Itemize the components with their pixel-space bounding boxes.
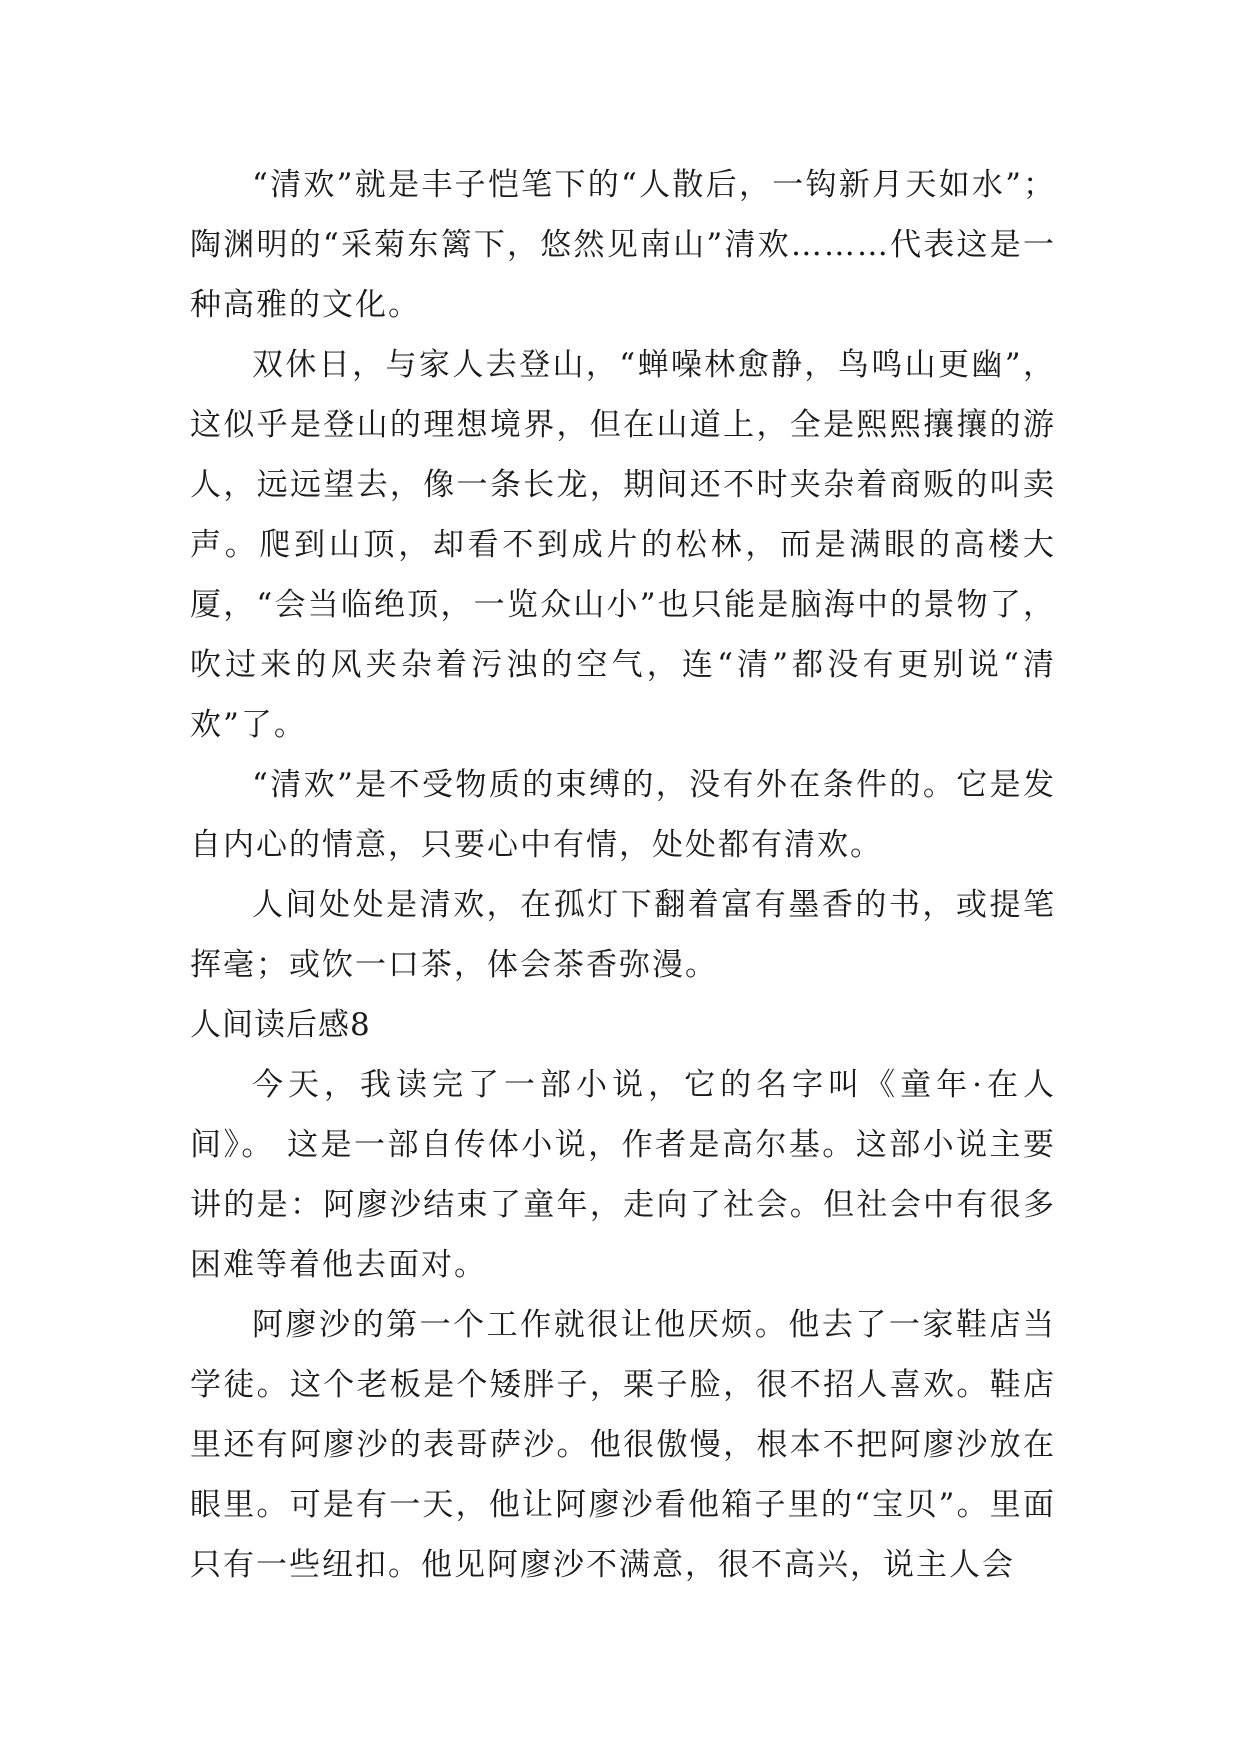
paragraph-qinghuan-everywhere: 人间处处是清欢，在孤灯下翻着富有墨香的书，或提笔挥毫；或饮一口茶，体会茶香弥漫。 <box>190 887 1056 983</box>
paragraph-first-job: 阿廖沙的第一个工作就很让他厌烦。他去了一家鞋店当学徒。这个老板是个矮胖子，栗子脸，很不招人喜欢。鞋店里还有阿廖沙的表哥萨沙。他很傲慢，根本不把阿廖沙放在眼里。可是有一天，他让阿廖沙看他箱子里的“宝贝”。里面只有一些纽扣。他见阿廖沙不满意，很不高兴，说主人会 <box>190 1307 1056 1583</box>
paragraph-qinghuan-definition: “清欢”就是丰子恺笔下的“人散后，一钩新月天如水”；陶渊明的“采菊东篱下，悠然见南山”清欢………代表这是一种高雅的文化。 <box>190 167 1056 323</box>
paragraph-mountain-climbing: 双休日，与家人去登山，“蝉噪林愈静，鸟鸣山更幽”，这似乎是登山的理想境界，但在山道上，全是熙熙攘攘的游人，远远望去，像一条长龙，期间还不时夹杂着商贩的叫卖声。爬到山顶，却看不到成片的松林，而是满眼的高楼大厦，“会当临绝顶，一览众山小”也只能是脑海中的景物了，吹过来的风夹杂着污浊的空气，连“清”都没有更别说“清欢”了。 <box>190 347 1056 743</box>
paragraph-qinghuan-inner: “清欢”是不受物质的束缚的，没有外在条件的。它是发自内心的情意，只要心中有情，处处都有清欢。 <box>190 767 1056 863</box>
paragraph-novel-intro: 今天，我读完了一部小说，它的名字叫《童年·在人间》。 这是一部自传体小说，作者是高尔基。这部小说主要讲的是：阿廖沙结束了童年，走向了社会。但社会中有很多困难等着他去面对。 <box>190 1067 1056 1283</box>
document-body <box>190 155 1056 1595</box>
section-heading: 人间读后感8 <box>190 1007 371 1043</box>
